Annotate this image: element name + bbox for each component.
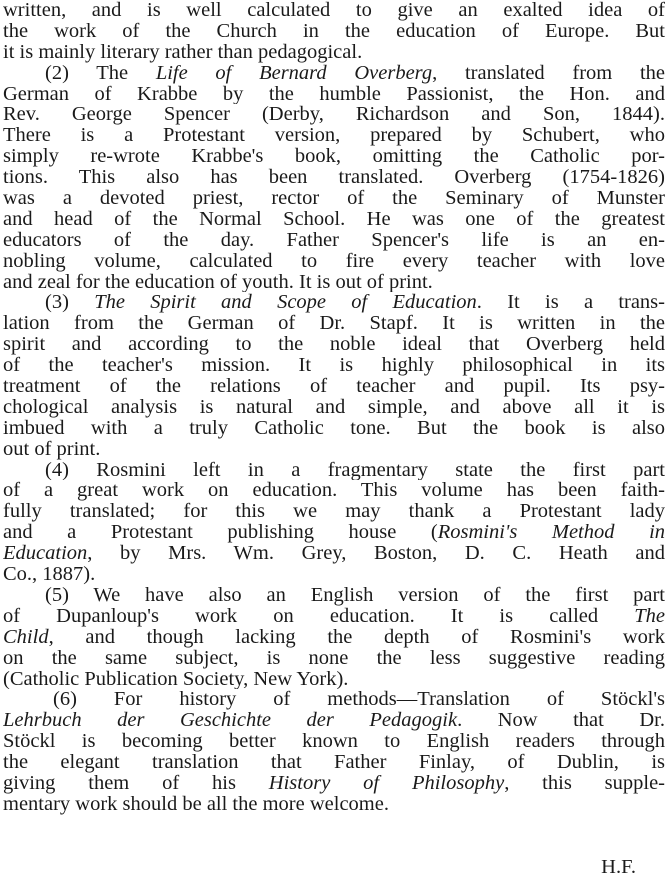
line-text: (5) We have also an English version of the first part (45, 584, 665, 606)
text-line (3, 794, 665, 815)
book-title: Life of Bernard Overberg (155, 62, 433, 84)
text-line (3, 230, 665, 251)
line-text: of Dupanloup's work on education. It is called (3, 605, 635, 627)
line-text: simply re-wrote Krabbe's book, omitting the Catholic por- (3, 146, 665, 168)
line-text: , this supple- (504, 772, 665, 794)
line-text: (6) For history of methods—Translation of Stöckl's (53, 689, 665, 711)
text-line (3, 146, 665, 167)
line-text: . Now that Dr. (457, 710, 665, 732)
text-line (3, 710, 665, 731)
line-text: chological analysis is natural and simple, and above all it is (3, 396, 665, 418)
line-text: on the same subject, is none the less suggestive reading (3, 647, 665, 669)
line-text: treatment of the relations of teacher and pupil. Its psy- (3, 376, 665, 397)
text-line (3, 689, 665, 710)
book-title: Rosmini's Method in (437, 522, 665, 544)
text-line (3, 292, 665, 313)
book-title: The Spirit and Scope of Education (94, 292, 477, 314)
text-line (3, 773, 665, 794)
text-line (3, 627, 665, 648)
book-title: Child (3, 626, 49, 648)
line-text: was a devoted priest, rector of the Seminary of Munster (3, 188, 665, 209)
document-page (3, 0, 665, 879)
line-text: (2) The (45, 62, 156, 84)
text-line (3, 564, 665, 585)
text-line (3, 63, 665, 84)
text-line (3, 460, 665, 481)
line-text: and zeal for the education of youth. It is out of print. (3, 271, 433, 293)
text-line (3, 376, 665, 397)
text-line (3, 669, 665, 690)
text-line (3, 480, 665, 501)
text-line (3, 209, 665, 230)
text-line (3, 648, 665, 669)
line-text: educators of the day. Father Spencer's life is an en- (3, 229, 665, 251)
text-line (3, 42, 665, 63)
line-text: lation from the German of Dr. Stapf. It is written in the (3, 313, 665, 335)
line-text: of a great work on education. This volume has been faith- (3, 480, 665, 502)
line-text: nobling volume, calculated to fire every teacher with love (3, 250, 665, 272)
text-line (3, 731, 665, 752)
line-text: , translated from the (432, 62, 665, 84)
text-line (3, 355, 665, 376)
text-line (3, 104, 665, 125)
article-text (3, 0, 665, 815)
book-title: The (634, 605, 665, 627)
line-text: . It is a trans- (476, 292, 665, 314)
book-title: History of Philosophy (268, 772, 505, 794)
line-text: spirit and according to the noble ideal that Overberg held (3, 334, 665, 356)
line-text: written, and is well calculated to give an exalted idea of (3, 0, 665, 21)
line-text: of the teacher's mission. It is highly philosophical in its (3, 355, 665, 377)
line-text: There is a Protestant version, prepared by Schubert, who (3, 125, 665, 147)
text-line (3, 272, 665, 293)
text-line (3, 501, 665, 522)
line-text: Co., 1887). (3, 564, 96, 585)
text-line (3, 334, 665, 355)
text-line (3, 543, 665, 564)
line-text: the elegant translation that Father Finlay, of Dublin, is (3, 752, 665, 773)
line-text: Rev. George Spencer (Derby, Richardson and Son, 1844). (3, 104, 665, 126)
line-text: mentary work should be all the more welcome. (3, 793, 389, 815)
line-text: tions. This also has been translated. Overberg (1754-1826) (3, 167, 665, 189)
line-text: , and though lacking the depth of Rosmini's work (48, 626, 665, 648)
book-title: Education (3, 543, 88, 565)
line-text: (4) Rosmini left in a fragmentary state the first part (45, 459, 665, 481)
text-line (3, 84, 665, 105)
line-text: giving them of his (3, 772, 269, 794)
line-text: imbued with a truly Catholic tone. But the book is also (3, 417, 665, 439)
author-initials: H.F. (601, 856, 636, 878)
text-line (3, 0, 665, 21)
line-text: (Catholic Publication Society, New York). (3, 668, 349, 690)
text-line (3, 439, 665, 460)
text-line (3, 167, 665, 188)
text-line (3, 313, 665, 334)
text-line (3, 752, 665, 773)
line-text: the work of the Church in the education of Europe. But (3, 20, 665, 42)
text-line (3, 251, 665, 272)
line-text: it is mainly literary rather than pedagogical. (3, 41, 363, 63)
text-line (3, 585, 665, 606)
line-text: , by Mrs. Wm. Grey, Boston, D. C. Heath and (87, 543, 665, 565)
text-line (3, 522, 665, 543)
line-text: out of print. (3, 438, 101, 460)
book-title: Lehrbuch der Geschichte der Pedagogik (3, 710, 458, 732)
line-text: fully translated; for this we may thank a Protestant lady (3, 501, 665, 523)
text-line (3, 188, 665, 209)
line-text: and head of the Normal School. He was one of the greatest (3, 208, 665, 230)
line-text: and a Protestant publishing house ( (3, 522, 438, 544)
line-text: German of Krabbe by the humble Passionist, the Hon. and (3, 83, 665, 105)
text-line (3, 125, 665, 146)
text-line (3, 21, 665, 42)
text-line (3, 418, 665, 439)
text-line (3, 606, 665, 627)
line-text: (3) (45, 292, 95, 314)
text-line (3, 397, 665, 418)
line-text: Stöckl is becoming better known to English readers through (3, 731, 665, 753)
